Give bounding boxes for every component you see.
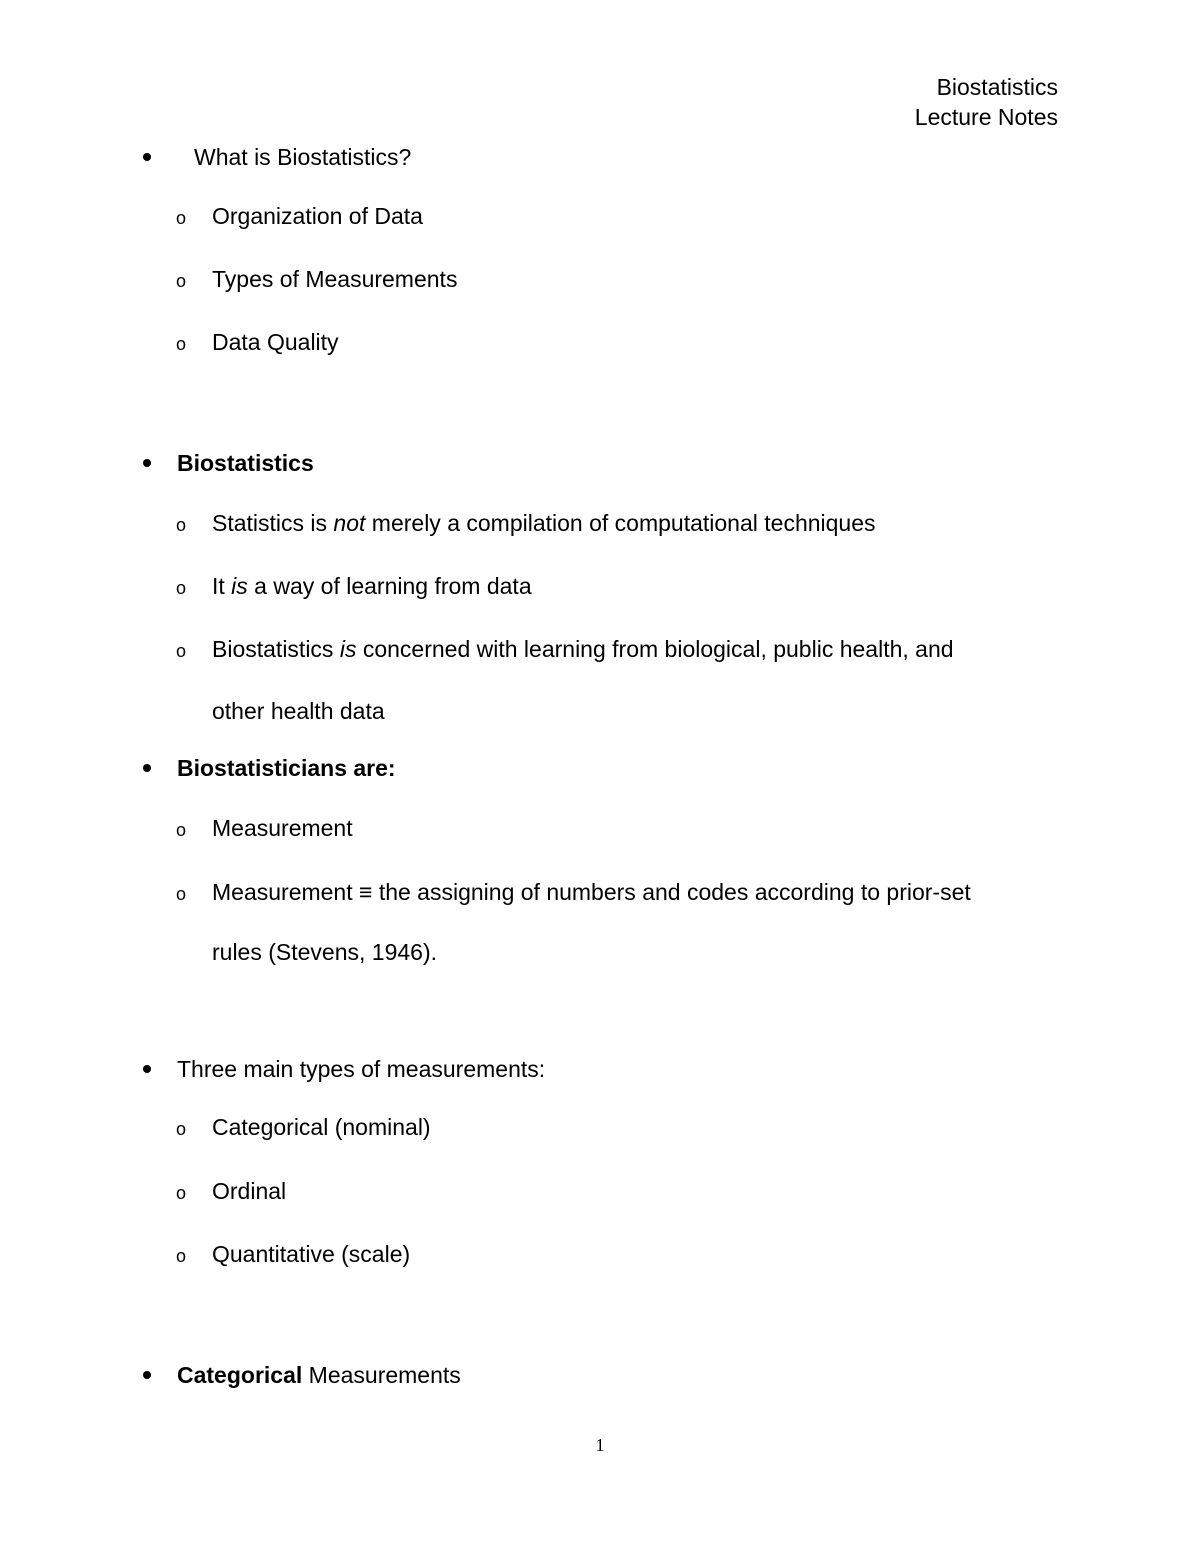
bullet [143, 1065, 151, 1073]
list-item: Measurement [212, 815, 353, 841]
sub-bullet: o [176, 641, 187, 661]
list-item-continuation: other health data [212, 698, 385, 724]
sub-bullet: o [176, 271, 187, 291]
page-header [915, 72, 1058, 132]
section-heading-categorical [177, 1360, 461, 1390]
sub-bullet: o [176, 1119, 187, 1139]
bullet [143, 459, 151, 467]
sub-bullet: o [176, 884, 187, 904]
heading-rest: Measurements [302, 1362, 461, 1388]
emphasis-text: is [339, 636, 357, 662]
sub-bullet: o [176, 334, 187, 354]
sub-bullet: o [176, 208, 187, 228]
text-run: a way of learning from data [247, 573, 532, 599]
section-heading-what-is-biostatistics: What is Biostatistics? [194, 144, 412, 170]
list-item: Measurement ≡ the assigning of numbers and codes according to prior-set [212, 879, 971, 905]
heading-bold-part: Categorical [177, 1362, 303, 1388]
emphasis-text: not [333, 510, 366, 536]
text-run: Statistics is [212, 510, 334, 536]
sub-bullet: o [176, 1183, 187, 1203]
list-item: Categorical (nominal) [212, 1114, 431, 1140]
list-item-continuation: rules (Stevens, 1946). [212, 939, 438, 965]
bullet [143, 764, 151, 772]
list-item [212, 634, 954, 664]
list-item [212, 571, 532, 601]
bullet [143, 1371, 151, 1379]
sub-bullet: o [176, 820, 187, 840]
section-heading-biostatistics: Biostatistics [177, 450, 314, 476]
list-item: Organization of Data [212, 203, 423, 229]
list-item: Data Quality [212, 329, 339, 355]
sub-bullet: o [176, 515, 187, 535]
list-item: Ordinal [212, 1178, 287, 1204]
sub-bullet: o [176, 578, 187, 598]
section-heading-measurement-types: Three main types of measurements: [177, 1056, 546, 1082]
list-item: Quantitative (scale) [212, 1241, 411, 1267]
text-run: Biostatistics [212, 636, 340, 662]
list-item [212, 508, 876, 538]
text-run: It [212, 573, 232, 599]
sub-bullet: o [176, 1246, 187, 1266]
bullet [143, 153, 151, 161]
header-course-title: Biostatistics [936, 74, 1058, 100]
text-run: merely a compilation of computational techniques [365, 510, 876, 536]
list-item: Types of Measurements [212, 266, 458, 292]
emphasis-text: is [231, 573, 248, 599]
header-subtitle: Lecture Notes [914, 104, 1058, 130]
section-heading-biostatisticians: Biostatisticians are: [177, 755, 396, 781]
page-number: 1 [595, 1435, 605, 1455]
text-run: concerned with learning from biological, public health, and [356, 636, 954, 662]
